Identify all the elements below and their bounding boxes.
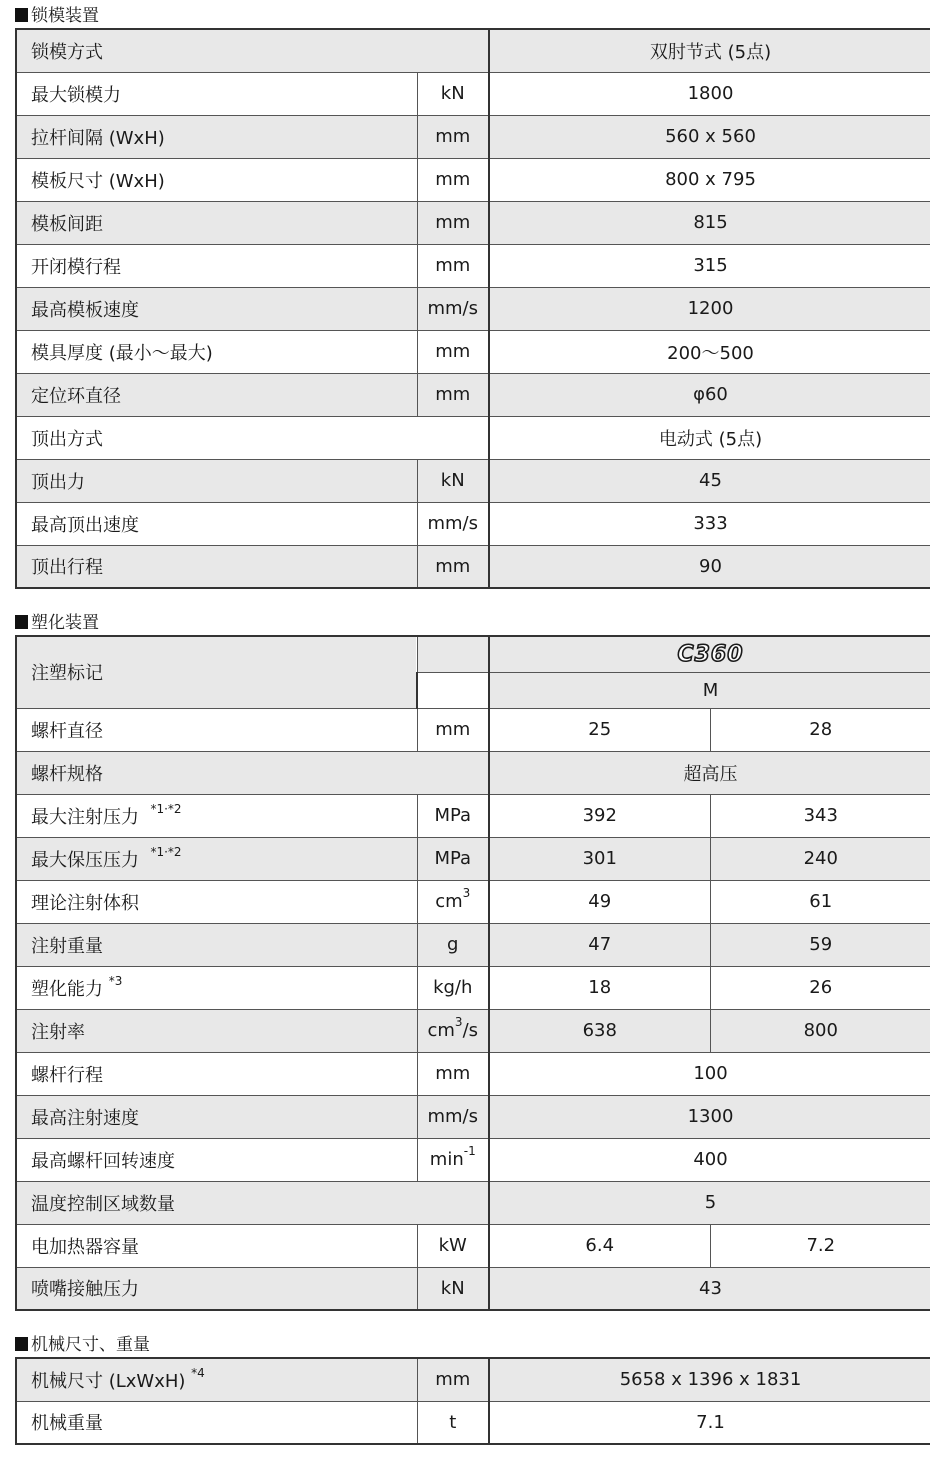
row-value: 5658 x 1396 x 1831: [489, 1358, 930, 1401]
row-value: 超高压: [489, 751, 930, 794]
table-row: [16, 1224, 930, 1267]
table-row: [16, 115, 930, 158]
row-unit: mm/s: [417, 287, 489, 330]
row-unit: mm: [417, 158, 489, 201]
row-value: 800 x 795: [489, 158, 930, 201]
row-value-1: 18: [489, 966, 710, 1009]
model-variant: M: [489, 672, 930, 708]
row-value-2: 240: [710, 837, 930, 880]
row-unit: mm: [417, 545, 489, 588]
row-label: 机械尺寸 (LxWxH): [31, 1370, 186, 1392]
table-row: [16, 880, 930, 923]
table-row: [16, 373, 930, 416]
row-label: 最高顶出速度: [16, 502, 417, 545]
row-label: 最大保压压力: [31, 849, 139, 871]
row-label: 螺杆直径: [16, 708, 417, 751]
injection-table: [15, 635, 930, 1311]
table-row: [16, 1401, 930, 1444]
row-value-2: 61: [710, 880, 930, 923]
table-row: [16, 1009, 930, 1052]
row-unit: mm: [417, 115, 489, 158]
row-value-2: 59: [710, 923, 930, 966]
row-unit: kN: [417, 459, 489, 502]
row-value-1: 6.4: [489, 1224, 710, 1267]
row-value-2: 26: [710, 966, 930, 1009]
row-value: 1300: [489, 1095, 930, 1138]
table-row: [16, 708, 930, 751]
row-value-2: 343: [710, 794, 930, 837]
row-label: 最大锁模力: [16, 72, 417, 115]
row-unit: t: [417, 1401, 489, 1444]
machine-table: [15, 1357, 930, 1445]
row-label: 塑化能力: [31, 978, 103, 1000]
row-unit: MPa: [417, 837, 489, 880]
row-value: 7.1: [489, 1401, 930, 1444]
table-row: [16, 330, 930, 373]
row-label: 注塑标记: [16, 636, 417, 708]
row-value: 双肘节式 (5点): [489, 29, 930, 72]
table-row: [16, 29, 930, 72]
row-value: 100: [489, 1052, 930, 1095]
model-logo: C360: [677, 641, 744, 667]
row-value: φ60: [489, 373, 930, 416]
row-value-1: 25: [489, 708, 710, 751]
row-value: 560 x 560: [489, 115, 930, 158]
row-unit: mm: [417, 244, 489, 287]
row-unit: kN: [417, 72, 489, 115]
table-row: [16, 201, 930, 244]
row-label: 最大注射压力: [31, 806, 139, 828]
row-unit: mm: [417, 201, 489, 244]
row-unit: g: [417, 923, 489, 966]
table-row: [16, 1181, 930, 1224]
row-unit: mm: [417, 373, 489, 416]
row-value-2: 800: [710, 1009, 930, 1052]
row-label: 定位环直径: [16, 373, 417, 416]
table-row: [16, 287, 930, 330]
table-header-row: [16, 636, 930, 672]
row-label: 最高螺杆回转速度: [16, 1138, 417, 1181]
clamping-section-title: 锁模装置: [15, 4, 99, 28]
row-label: 模具厚度 (最小～最大): [16, 330, 417, 373]
injection-section-title: 塑化装置: [15, 611, 99, 635]
row-value: 90: [489, 545, 930, 588]
row-value-1: 392: [489, 794, 710, 837]
table-row: [16, 794, 930, 837]
clamping-table: [15, 28, 930, 589]
square-bullet-icon: [15, 1337, 28, 1351]
table-row: [16, 502, 930, 545]
row-unit: $cm^3/s$: [417, 1009, 489, 1052]
row-label: 锁模方式: [16, 29, 489, 72]
table-row: [16, 751, 930, 794]
row-unit: $\min^{-1}$: [417, 1138, 489, 1181]
row-value: 1800: [489, 72, 930, 115]
row-label: 最高模板速度: [16, 287, 417, 330]
table-row: [16, 837, 930, 880]
table-row: [16, 923, 930, 966]
row-value: 1200: [489, 287, 930, 330]
footnote-ref: *3: [108, 973, 123, 988]
row-unit: MPa: [417, 794, 489, 837]
row-value: 45: [489, 459, 930, 502]
table-row: [16, 158, 930, 201]
row-unit: mm: [417, 708, 489, 751]
row-value-1: 47: [489, 923, 710, 966]
row-label: 机械重量: [16, 1401, 417, 1444]
row-value-2: 28: [710, 708, 930, 751]
row-value: 315: [489, 244, 930, 287]
row-label: 开闭模行程: [16, 244, 417, 287]
row-label: 注射率: [16, 1009, 417, 1052]
table-row: [16, 1138, 930, 1181]
table-row: [16, 244, 930, 287]
table-row: [16, 416, 930, 459]
row-value: 5: [489, 1181, 930, 1224]
table-row: [16, 966, 930, 1009]
row-label: 模板间距: [16, 201, 417, 244]
row-unit: kW: [417, 1224, 489, 1267]
table-row: [16, 545, 930, 588]
row-unit: mm: [417, 330, 489, 373]
machine-section-title: 机械尺寸、重量: [15, 1333, 150, 1357]
row-label: 顶出行程: [16, 545, 417, 588]
row-label: 模板尺寸 (WxH): [16, 158, 417, 201]
row-label: 注射重量: [16, 923, 417, 966]
table-row: [16, 1267, 930, 1310]
table-row: [16, 459, 930, 502]
row-value: 333: [489, 502, 930, 545]
row-label: 顶出方式: [16, 416, 489, 459]
row-label: 最高注射速度: [16, 1095, 417, 1138]
table-row: [16, 72, 930, 115]
row-value-2: 7.2: [710, 1224, 930, 1267]
row-label: 螺杆规格: [16, 751, 489, 794]
row-label: 螺杆行程: [16, 1052, 417, 1095]
row-label: 理论注射体积: [16, 880, 417, 923]
row-unit: mm: [417, 1358, 489, 1401]
row-unit: mm/s: [417, 1095, 489, 1138]
row-value-1: 638: [489, 1009, 710, 1052]
footnote-ref: *1·*2: [150, 801, 182, 816]
row-value: 200～500: [489, 330, 930, 373]
footnote-ref: *1·*2: [150, 844, 182, 859]
row-label: 拉杆间隔 (WxH): [16, 115, 417, 158]
row-unit: mm/s: [417, 502, 489, 545]
footnote-ref: *4: [191, 1365, 205, 1380]
square-bullet-icon: [15, 615, 28, 629]
square-bullet-icon: [15, 8, 28, 22]
row-unit: kg/h: [417, 966, 489, 1009]
row-value: 400: [489, 1138, 930, 1181]
row-label: 温度控制区域数量: [16, 1181, 489, 1224]
table-row: [16, 1052, 930, 1095]
row-value: 815: [489, 201, 930, 244]
row-value-1: 49: [489, 880, 710, 923]
table-row: [16, 1358, 930, 1401]
row-value: 电动式 (5点): [489, 416, 930, 459]
row-label: 电加热器容量: [16, 1224, 417, 1267]
row-value: 43: [489, 1267, 930, 1310]
row-unit: mm: [417, 1052, 489, 1095]
row-label: 顶出力: [16, 459, 417, 502]
row-label: 喷嘴接触压力: [16, 1267, 417, 1310]
row-value-1: 301: [489, 837, 710, 880]
table-row: [16, 1095, 930, 1138]
row-unit: kN: [417, 1267, 489, 1310]
row-unit: $cm^3$: [417, 880, 489, 923]
